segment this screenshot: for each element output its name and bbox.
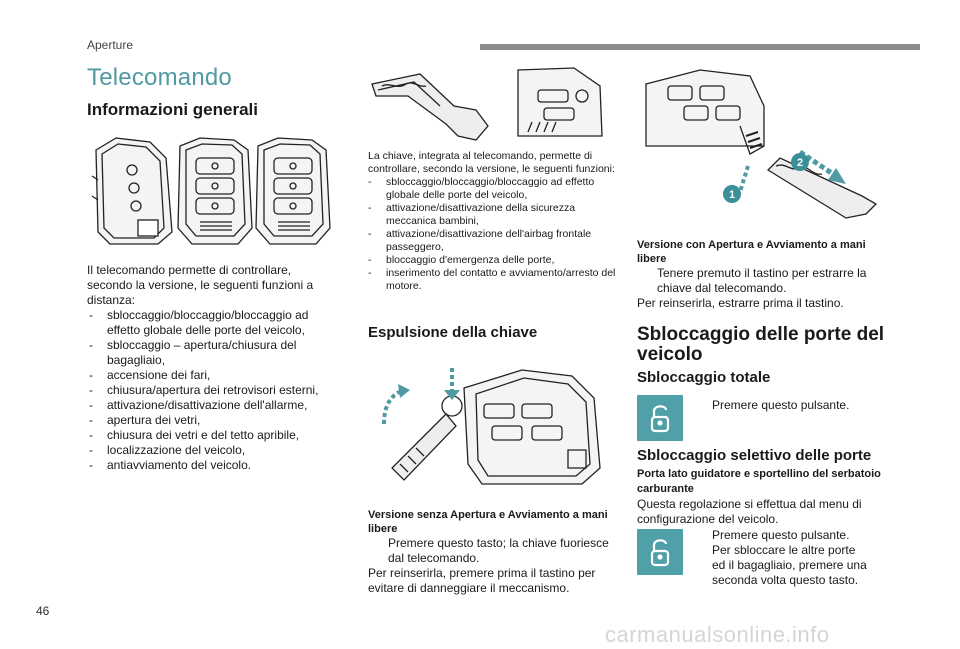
list-item: - sbloccaggio – apertura/chiusura del bagagliaio, (87, 338, 327, 368)
total-unlock-steps (692, 398, 892, 413)
heading-total-unlock: Sbloccaggio totale (637, 369, 771, 386)
ejection-steps (368, 536, 618, 566)
list-item: - chiusura/apertura dei retrovisori esterni, (87, 383, 327, 398)
list-item: - accensione dei fari, (87, 368, 327, 383)
list-item: - localizzazione del veicolo, (87, 443, 327, 458)
list-item: - sbloccaggio/bloccaggio/bloccaggio ad effetto globale delle porte del veicolo, (368, 176, 620, 202)
list-item: - inserimento del contatto e avviamento/arresto del motore. (368, 267, 620, 293)
list-item: Premere questo pulsante. (712, 398, 850, 412)
heading-general-info: Informazioni generali (87, 100, 258, 119)
handsfree-key-illustration (640, 66, 890, 232)
general-info-intro: Il telecomando permette di controllare, secondo la versione, le seguenti funzioni a distanza: (87, 263, 314, 307)
page-number: 46 (36, 604, 50, 618)
ejection-with-handsfree (637, 238, 892, 311)
general-functions-list (87, 308, 327, 473)
key-intro: La chiave, integrata al telecomando, permette di controllare, secondo la versione, le seguenti funzioni: (368, 150, 615, 175)
header-rule (480, 44, 920, 50)
selective-unlock-steps (692, 528, 867, 588)
selective-config-text: Questa regolazione si effettua dal menu di configurazione del veicolo. (637, 497, 862, 526)
section-tag: Aperture (87, 38, 134, 52)
heading-door-unlocking: Sbloccaggio delle porte del veicolo (637, 324, 885, 365)
list-item: Premere questo pulsante. (712, 528, 850, 542)
selective-unlock-text (637, 467, 887, 527)
list-item: - chiusura dei vetri e del tetto apribile, (87, 428, 327, 443)
watermark: carmanualsonline.info (605, 622, 830, 647)
heading-selective-unlock: Sbloccaggio selettivo delle porte (637, 447, 872, 464)
list-item: - antiavviamento del veicolo. (87, 458, 327, 473)
handsfree-steps (637, 266, 892, 296)
list-item: - apertura dei vetri, (87, 413, 327, 428)
version-label: Versione senza Apertura e Avviamento a mani libere (368, 509, 608, 535)
reinsert-note: Per reinserirla, estrarre prima il tastino. (637, 296, 844, 310)
list-item: - attivazione/disattivazione dell'airbag frontale passeggero, (368, 228, 620, 254)
general-info-text (87, 263, 327, 473)
list-item: Premere questo tasto; la chiave fuoriesce dal telecomando. (388, 536, 609, 565)
page-title: Telecomando (87, 64, 232, 91)
reinsert-note: Per reinserirla, premere prima il tastino per evitare di danneggiare il meccanismo. (368, 566, 596, 595)
list-item: - bloccaggio d'emergenza delle porte, (368, 254, 620, 267)
unlock-button-icon (637, 529, 683, 575)
list-item: Per sbloccare le altre porte ed il bagagliaio, premere una seconda volta questo tasto. (712, 543, 867, 587)
remote-keys-illustration (88, 136, 338, 248)
selective-subheading: Porta lato guidatore e sportellino del serbatoio carburante (637, 468, 881, 495)
list-item: - sbloccaggio/bloccaggio/bloccaggio ad effetto globale delle porte del veicolo, (87, 308, 327, 338)
callout-1: 1 (728, 189, 736, 201)
list-item: Tenere premuto il tastino per estrarre la chiave dal telecomando. (657, 266, 867, 295)
key-ejection-illustration (372, 364, 610, 504)
callout-2: 2 (796, 157, 804, 169)
key-functions-list (368, 176, 620, 293)
ejection-without-handsfree (368, 508, 618, 596)
integrated-key-illustration (368, 66, 604, 146)
unlock-button-icon (637, 395, 683, 441)
list-item: - attivazione/disattivazione dell'allarme, (87, 398, 327, 413)
heading-key-ejection: Espulsione della chiave (368, 324, 538, 341)
key-functions-text (368, 150, 620, 293)
version-label: Versione con Apertura e Avviamento a mani libere (637, 239, 866, 265)
list-item: - attivazione/disattivazione della sicurezza meccanica bambini, (368, 202, 620, 228)
